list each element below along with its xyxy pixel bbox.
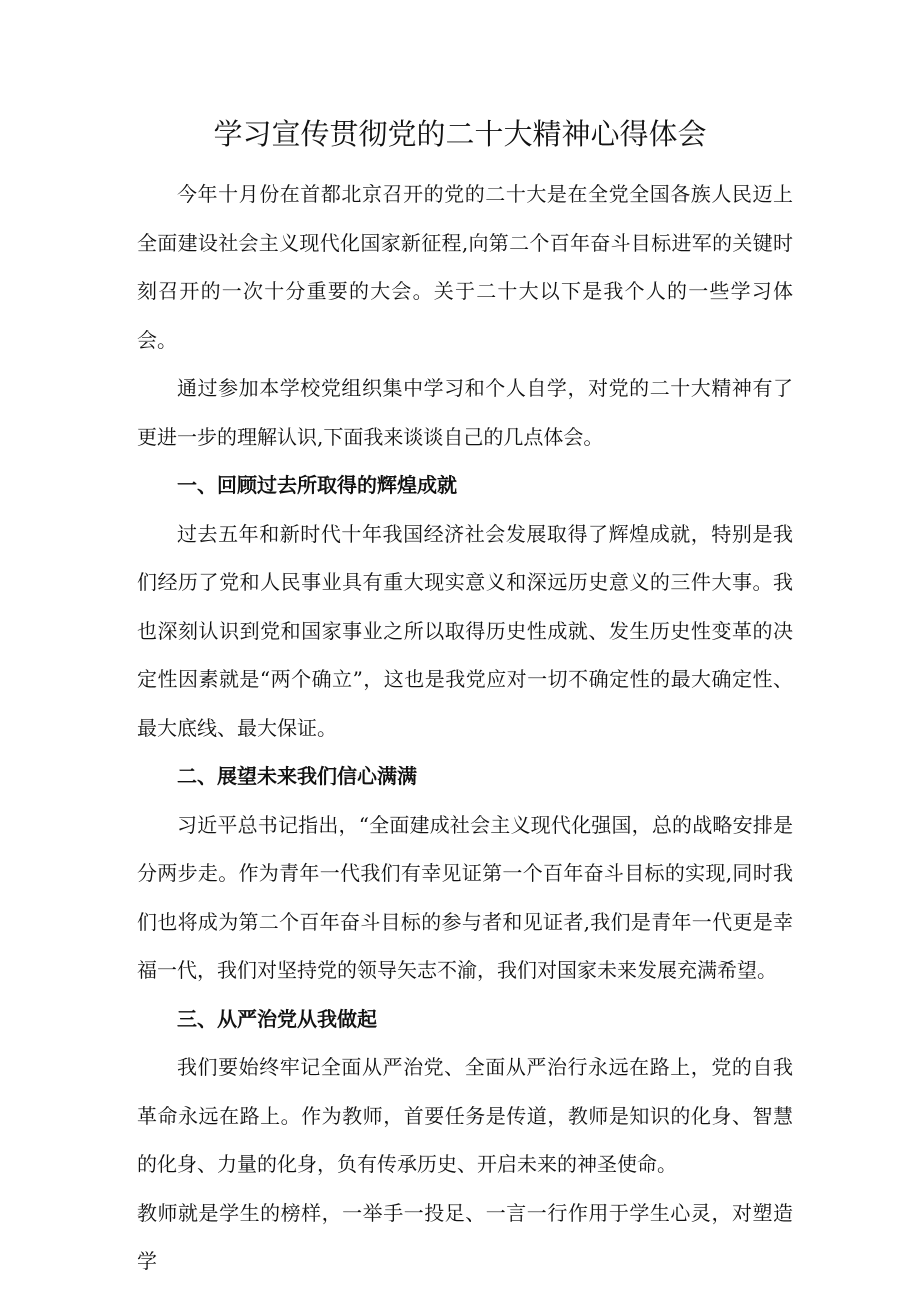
document-body [137, 170, 793, 1286]
section-heading: 二、展望未来我们信心满满 [177, 764, 417, 788]
section-paragraph: 习近平总书记指出，“全面建成社会主义现代化强国，总的战略安排是分两步走。作为青年一代我们有幸见证第一个百年奋斗目标的实现,同时我们也将成为第二个百年奋斗目标的参与者和见证者,我们是青年一代更是幸福一代，我们对坚持党的领导矢志不渝，我们对国家未来发展充满希望。 [137, 812, 793, 982]
intro-paragraph: 今年十月份在首都北京召开的党的二十大是在全党全国各族人民迈上全面建设社会主义现代化国家新征程,向第二个百年奋斗目标进军的关键时刻召开的一次十分重要的大会。关于二十大以下是我个人的一些学习体会。 [137, 182, 793, 352]
section-paragraph: 过去五年和新时代十年我国经济社会发展取得了辉煌成就，特别是我们经历了党和人民事业具有重大现实意义和深远历史意义的三件大事。我也深刻认识到党和国家事业之所以取得历史性成就、发生历史性变革的决定性因素就是“两个确立”，这也是我党应对一切不确定性的最大确定性、最大底线、最大保证。 [137, 521, 793, 740]
section-heading: 三、从严治党从我做起 [177, 1006, 377, 1031]
document-title: 学习宣传贯彻党的二十大精神心得体会 [213, 117, 707, 151]
section-heading: 一、回顾过去所取得的辉煌成就 [177, 473, 457, 497]
study-paragraph: 通过参加本学校党组织集中学习和个人自学，对党的二十大精神有了更进一步的理解认识,下面我来谈谈自己的几点体会。 [137, 376, 793, 449]
section-paragraph: 我们要始终牢记全面从严治党、全面从严治行永远在路上，党的自我革命永远在路上。作为教师，首要任务是传道，教师是知识的化身、智慧的化身、力量的化身，负有传承历史、开启未来的神圣使命。 [137, 1055, 793, 1176]
continuation-paragraph: 教师就是学生的榜样，一举手一投足、一言一行作用于学生心灵，对塑造学 [137, 1200, 793, 1273]
